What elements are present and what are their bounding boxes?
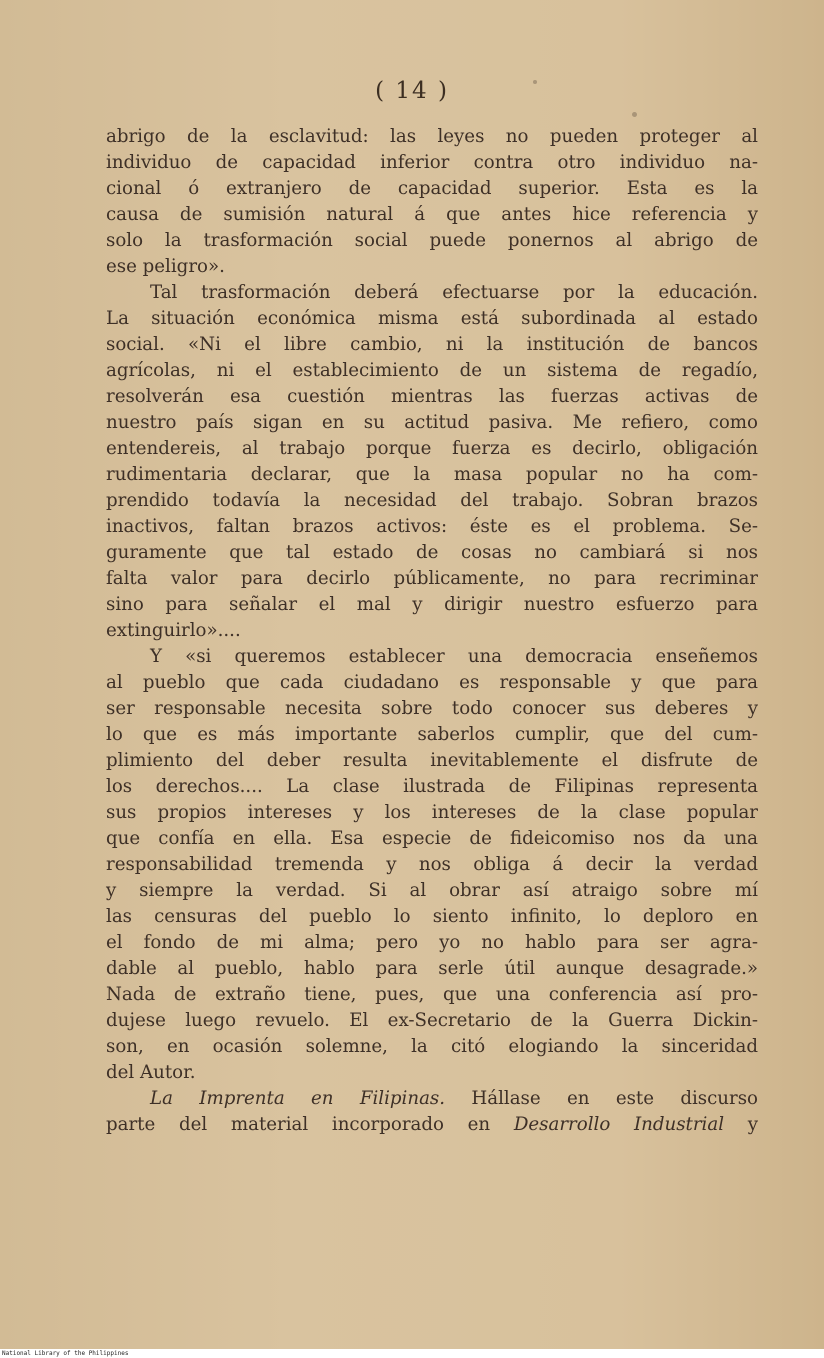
- text-line: prendido todavía la necesidad del trabajo. Sobran brazos: [106, 490, 758, 511]
- text-line: del Autor.: [106, 1062, 196, 1083]
- text-line: al pueblo que cada ciudadano es responsable y que para: [106, 672, 758, 693]
- text-line: sino para señalar el mal y dirigir nuestro esfuerzo para: [106, 594, 758, 615]
- text-line: que confía en ella. Esa especie de fideicomiso nos da una: [106, 828, 758, 849]
- text-line: sus propios intereses y los intereses de la clase popular: [106, 802, 758, 823]
- text-line: ser responsable necesita sobre todo conocer sus deberes y: [106, 698, 758, 719]
- text-line: entendereis, al trabajo porque fuerza es decirlo, obligación: [106, 438, 758, 459]
- text-line: cional ó extranjero de capacidad superior. Esta es la: [106, 178, 758, 199]
- text-line: causa de sumisión natural á que antes hice referencia y: [106, 204, 758, 225]
- text-line: [106, 1086, 758, 1112]
- text-line: los derechos.... La clase ilustrada de Filipinas representa: [106, 776, 758, 797]
- text-line: Tal trasformación deberá efectuarse por la educación.: [150, 282, 758, 303]
- text-line: Y «si queremos establecer una democracia enseñemos: [150, 646, 758, 667]
- text-line: guramente que tal estado de cosas no cambiará si nos: [106, 542, 758, 563]
- text-line: el fondo de mi alma; pero yo no hablo para ser agra-: [106, 932, 758, 953]
- text-line: lo que es más importante saberlos cumplir, que del cum-: [106, 724, 758, 745]
- text-line: agrícolas, ni el establecimiento de un sistema de regadío,: [106, 360, 758, 381]
- text-line: abrigo de la esclavitud: las leyes no pueden proteger al: [106, 126, 758, 147]
- text-line: Nada de extraño tiene, pues, que una conferencia así pro-: [106, 984, 758, 1005]
- page-text: [106, 124, 758, 1138]
- text-line: [106, 1112, 758, 1138]
- text-line: extinguirlo»....: [106, 620, 241, 641]
- text-line: La situación económica misma está subordinada al estado: [106, 308, 758, 329]
- text-run: parte del material incorporado en: [106, 1114, 514, 1135]
- text-line: social. «Ni el libre cambio, ni la institución de bancos: [106, 334, 758, 355]
- text-line: falta valor para decirlo públicamente, no para recriminar: [106, 568, 758, 589]
- text-line: y siempre la verdad. Si al obrar así atraigo sobre mí: [106, 880, 758, 901]
- text-run: Hállase en este discurso: [445, 1088, 758, 1109]
- text-line: nuestro país sigan en su actitud pasiva. Me refiero, como: [106, 412, 758, 433]
- page-number: ( 14 ): [375, 78, 449, 104]
- text-line: inactivos, faltan brazos activos: éste es el problema. Se-: [106, 516, 758, 537]
- ink-speck: [632, 112, 637, 117]
- text-line: resolverán esa cuestión mientras las fuerzas activas de: [106, 386, 758, 407]
- text-line: son, en ocasión solemne, la citó elogiando la sinceridad: [106, 1036, 758, 1057]
- text-line: las censuras del pueblo lo siento infinito, lo deploro en: [106, 906, 758, 927]
- text-line: individuo de capacidad inferior contra otro individuo na-: [106, 152, 758, 173]
- text-line: rudimentaria declarar, que la masa popular no ha com-: [106, 464, 758, 485]
- text-line: dable al pueblo, hablo para serle útil aunque desagrade.»: [106, 958, 758, 979]
- italic-title: La Imprenta en Filipinas.: [150, 1088, 446, 1109]
- library-footer: National Library of the Philippines: [0, 1349, 824, 1358]
- italic-title: Desarrollo Industrial: [513, 1114, 725, 1135]
- text-line: plimiento del deber resulta inevitablemente el disfrute de: [106, 750, 758, 771]
- text-line: dujese luego revuelo. El ex-Secretario de la Guerra Dickin-: [106, 1010, 758, 1031]
- text-line: solo la trasformación social puede ponernos al abrigo de: [106, 230, 758, 251]
- text-line: ese peligro».: [106, 256, 225, 277]
- text-line: responsabilidad tremenda y nos obliga á decir la verdad: [106, 854, 758, 875]
- text-run: y: [724, 1114, 758, 1135]
